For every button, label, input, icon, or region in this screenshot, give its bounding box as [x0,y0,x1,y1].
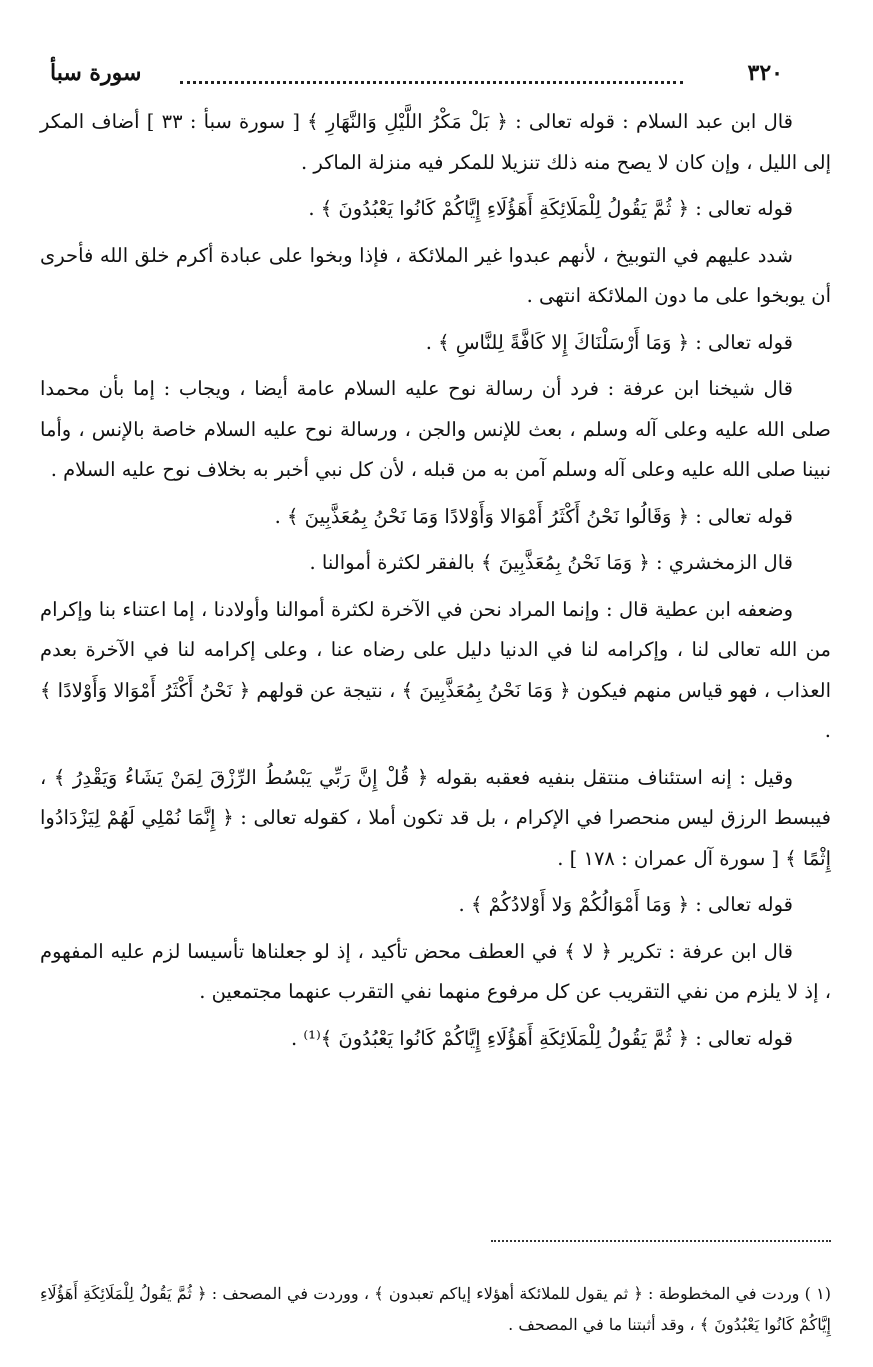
paragraph: قوله تعالى : ﴿ وَقَالُوا نَحْنُ أَكْثَرُ أَمْوَالا وَأَوْلادًا وَمَا نَحْنُ بِمُعَذَّبِينَ ﴾ . [274,504,793,528]
running-title: سورة سبأ [50,60,142,86]
footnote: (١ ) وردت في المخطوطة : ﴿ ثم يقول للملائكة أهؤلاء إياكم تعبدون ﴾ ، ووردت في المصحف : ﴿ ثُمَّ يَقُولُ لِلْمَلَائِكَةِ أَهَؤُلَاءِ إِيَّاكُمْ كَانُوا يَعْبُدُونَ ﴾ ، وقد أثبتنا ما في المصحف . [40,1284,831,1334]
paragraph: قوله تعالى : ﴿ وَمَا أَمْوَالُكُمْ وَلا أَوْلادُكُمْ ﴾ . [458,893,793,916]
paragraph: قوله تعالى : ﴿ وَمَا أَرْسَلْنَاكَ إِلا كَافَّةً لِلنَّاسِ ﴾ . [425,330,793,354]
paragraph: وضعفه ابن عطية قال : وإنما المراد نحن في الآخرة لكثرة أموالنا وأولادنا ، إما اعتناء بنا وإكرام من الله تعالى لنا ، وإكرامه لنا في الدنيا دليل على رضاه عنا ، وعلى إكرامه لنا في الآخرة بعدم العذاب ، فهو قياس منهم فيكون ﴿ وَمَا نَحْنُ بِمُعَذَّبِينَ ﴾ ، نتيجة عن قولهم ﴿ نَحْنُ أَكْثَرُ أَمْوَالا وَأَوْلادًا ﴾ . [40,597,831,742]
paragraph: قال الزمخشري : ﴿ وَمَا نَحْنُ بِمُعَذَّبِينَ ﴾ بالفقر لكثرة أموالنا . [309,551,793,574]
footnote-separator [491,1240,831,1242]
paragraph: قوله تعالى : ﴿ ثُمَّ يَقُولُ لِلْمَلَائِكَةِ أَهَؤُلَاءِ إِيَّاكُمْ كَانُوا يَعْبُدُونَ ﴾ . [308,197,793,220]
paragraph: قال ابن عرفة : تكرير ﴿ لا ﴾ في العطف محض تأكيد ، إذ لو جعلناها تأسيسا لزم عليه المفهوم ، إذ لا يلزم من نفي التقريب عن كل مرفوع منهما نفي التقرب عنهما مجتمعين . [40,939,831,1003]
page-header [50,60,783,100]
paragraph: قال شيخنا ابن عرفة : فرد أن رسالة نوح عليه السلام عامة أيضا ، ويجاب : إما بأن محمدا صلى الله عليه وعلى آله وسلم ، بعث للإنس والجن ، ورسالة نوح عليه السلام خاصة بالإنس ، وأما نبينا صلى الله عليه وعلى آله وسلم آمن به من قبله ، لأن كل نبي أخبر به بخلاف نوح عليه السلام . [40,377,831,481]
paragraph: شدد عليهم في التوبيخ ، لأنهم عبدوا غير الملائكة ، فإذا وبخوا على عبادة أكرم خلق الله فأحرى أن يوبخوا على ما دون الملائكة انتهى . [40,243,831,307]
paragraph: قال ابن عبد السلام : قوله تعالى : ﴿ بَلْ مَكْرُ اللَّيْلِ وَالنَّهَارِ ﴾ [ سورة سبأ : ٣٣ ] أضاف المكر إلى الليل ، وإن كان لا يصح منه ذلك تنزيلا للمكر فيه منزلة الماكر . [40,110,831,174]
paragraph: وقيل : إنه استئناف منتقل بنفيه فعقبه بقوله ﴿ قُلْ إِنَّ رَبِّي يَبْسُطُ الرِّزْقَ لِمَنْ يَشَاءُ وَيَقْدِرُ ﴾ ، فيبسط الرزق ليس منحصرا في الإكرام ، بل قد تكون أملا ، كقوله تعالى : ﴿ إِنَّمَا نُمْلِي لَهُمْ لِيَزْدَادُوا إِثْمًا ﴾ [ سورة آل عمران : ١٧٨ ] . [40,765,831,870]
header-divider [180,81,683,84]
main-text [40,102,831,1065]
page-number: ٣٢٠ [747,60,783,86]
paragraph: قوله تعالى : ﴿ ثُمَّ يَقُولُ لِلْمَلَائِكَةِ أَهَؤُلَاءِ إِيَّاكُمْ كَانُوا يَعْبُدُونَ ﴾⁽¹⁾ . [290,1026,793,1050]
